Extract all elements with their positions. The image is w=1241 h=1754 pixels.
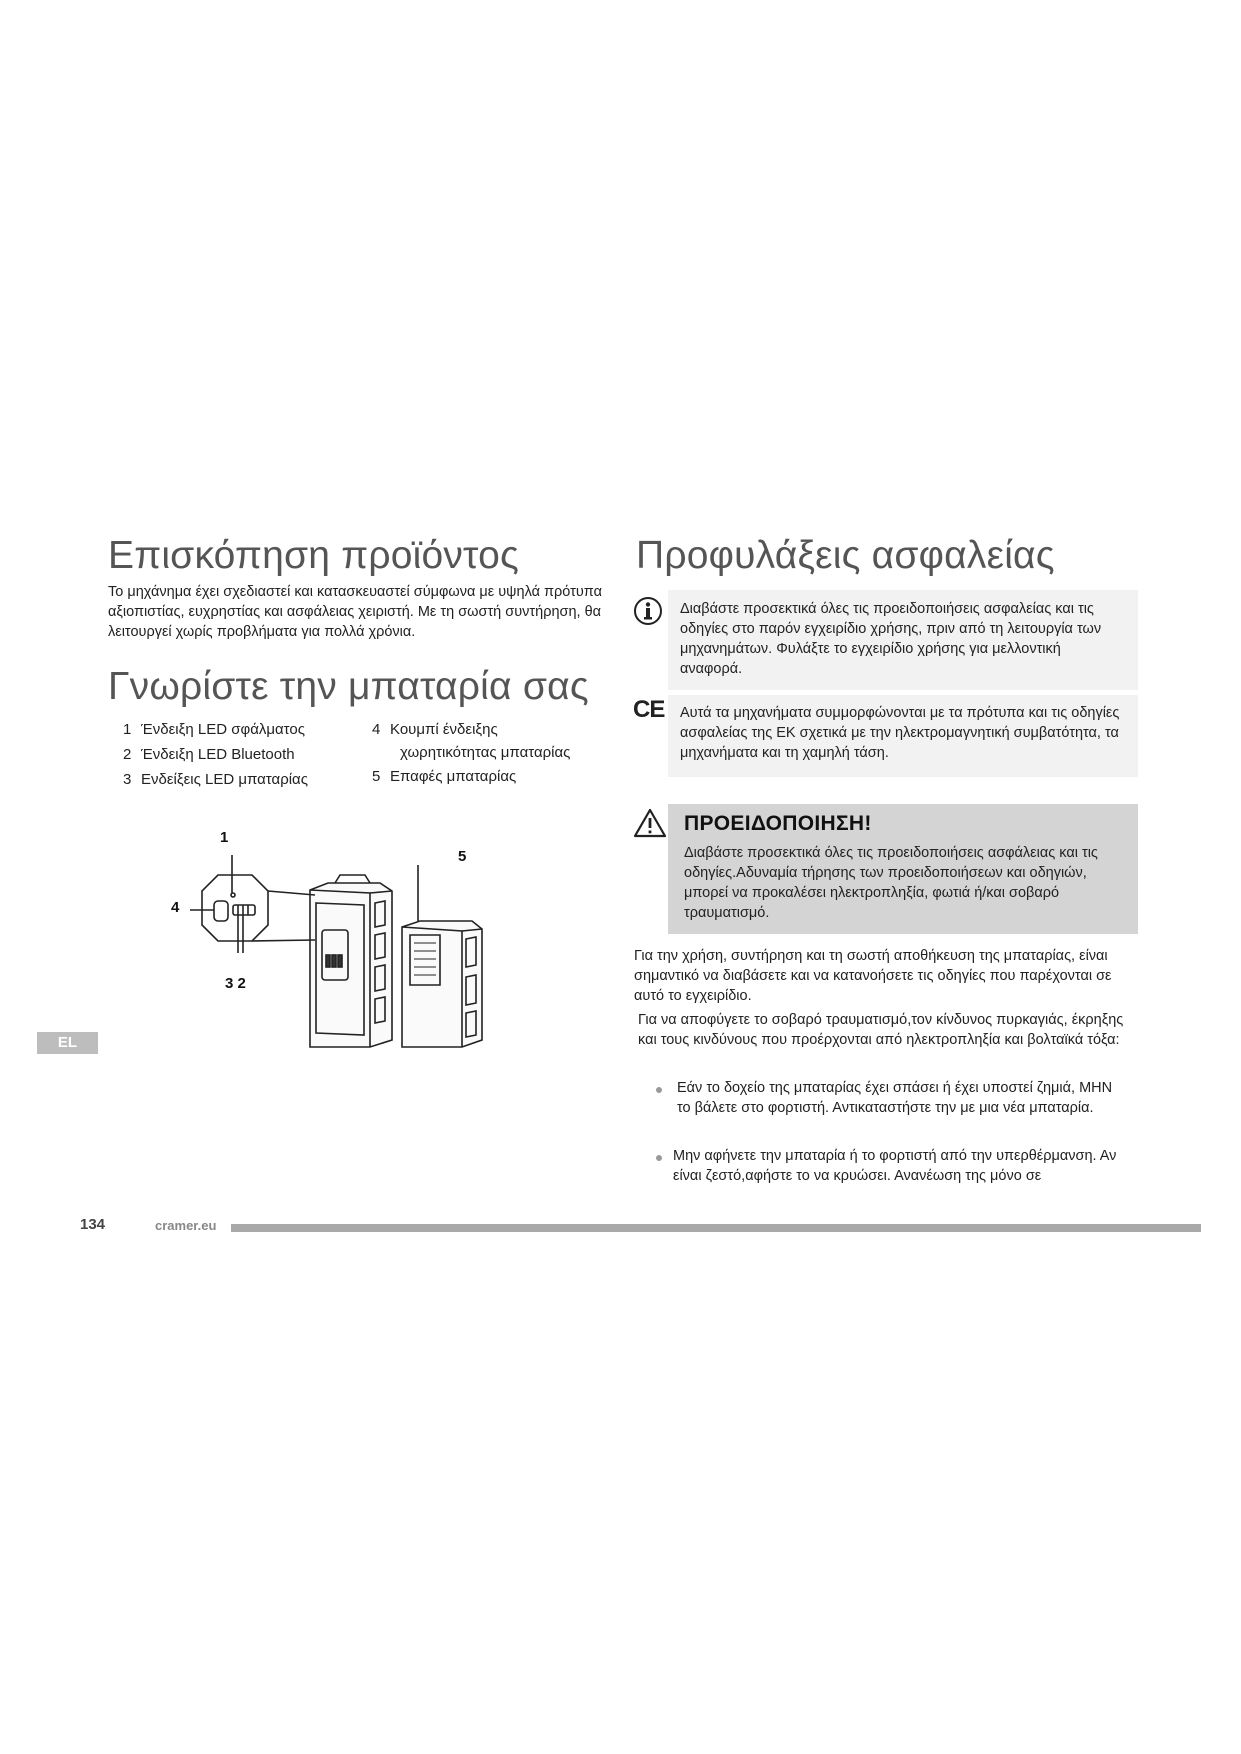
hazard-paragraph: Για να αποφύγετε το σοβαρό τραυματισμό,τον κίνδυνος πυρκαγιάς, έκρηξης και τους κινδύνους που προέρχονται από ηλεκτροπληξία και βολταϊκά τόξα: (638, 1012, 1124, 1048)
battery-title: Γνωρίστε την μπαταρία σας (108, 665, 589, 708)
bullet-dot (656, 1155, 662, 1161)
warning-title: ΠΡΟΕΙΔΟΠΟΙΗΣΗ! (684, 812, 872, 835)
footer-website: cramer.eu (155, 1218, 217, 1233)
bullet-item: Μην αφήνετε την μπαταρία ή το φορτιστή από την υπερθέρμανση. Αν είναι ζεστό,αφήστε το να κρυώσει. Ανανέωση της μόνο σε (673, 1148, 1117, 1184)
ce-note-text: Αυτά τα μηχανήματα συμμορφώνονται με τα πρότυπα και τις οδηγίες ασφαλείας της ΕΚ σχετικά με την ηλεκτρομαγνητική συμβατότητα, τα μηχανήματα και τη χαμηλή τάση. (680, 705, 1120, 761)
part-item: 3 Ενδείξεις LED μπαταρίας (123, 771, 308, 788)
language-tab: EL (37, 1032, 98, 1054)
overview-text: Το μηχάνημα έχει σχεδιαστεί και κατασκευαστεί σύμφωνα με υψηλά πρότυπα αξιοπιστίας, ευχρηστίας και ασφάλειας χειριστή. Με τη σωστή συντήρηση, θα λειτουργεί χωρίς προβλήματα για πολλά χρόνια. (108, 584, 602, 640)
part-item: 4 Κουμπί ένδειξης (372, 721, 498, 738)
part-item: 2 Ένδειξη LED Bluetooth (123, 746, 295, 763)
ce-mark-icon: CE (633, 696, 665, 723)
callout-3-2: 3 2 (225, 975, 246, 992)
battery-drawing (170, 835, 570, 1060)
callout-4: 4 (171, 899, 180, 916)
part-item-continued: χωρητικότητας μπαταρίας (400, 744, 571, 761)
bullet-dot (656, 1087, 662, 1093)
warning-triangle-icon (633, 808, 667, 838)
battery-illustration (170, 829, 570, 1060)
footer-divider (231, 1224, 1201, 1232)
warning-text: Διαβάστε προσεκτικά όλες τις προειδοποιήσεις ασφάλειας και τις οδηγίες.Αδυναμία τήρησης των προειδοποιήσεων και οδηγιών, μπορεί να προκαλέσει ηλεκτροπληξία, φωτιά ή/και σοβαρό τραυματισμό. (684, 845, 1098, 921)
bullet-item: Εάν το δοχείο της μπαταρίας έχει σπάσει ή έχει υποστεί ζημιά, ΜΗΝ το βάλετε στο φορτιστή. Αντικαταστήστε την με μια νέα μπαταρία. (677, 1080, 1113, 1116)
part-item: 1 Ένδειξη LED σφάλματος (123, 721, 305, 738)
parts-list-left (123, 717, 308, 792)
overview-title: Επισκόπηση προϊόντος (108, 534, 519, 577)
part-item: 5 Επαφές μπαταρίας (372, 768, 517, 785)
parts-list-right (372, 717, 570, 789)
info-icon (633, 596, 663, 626)
callout-1: 1 (220, 829, 229, 846)
callout-5: 5 (458, 848, 467, 865)
usage-paragraph: Για την χρήση, συντήρηση και τη σωστή αποθήκευση της μπαταρίας, είναι σημαντικό να διαβάσετε και να κατανοήσετε τις οδηγίες που παρέχονται σε αυτό το εγχειρίδιο. (634, 948, 1112, 1004)
page-number: 134 (80, 1216, 106, 1233)
safety-title: Προφυλάξεις ασφαλείας (636, 534, 1055, 577)
info-note-text: Διαβάστε προσεκτικά όλες τις προειδοποιήσεις ασφαλείας και τις οδηγίες στο παρόν εγχειρίδιο χρήσης, πριν από τη λειτουργία των μηχανημάτων. Φυλάξτε το εγχειρίδιο χρήσης για μελλοντική αναφορά. (680, 601, 1102, 677)
